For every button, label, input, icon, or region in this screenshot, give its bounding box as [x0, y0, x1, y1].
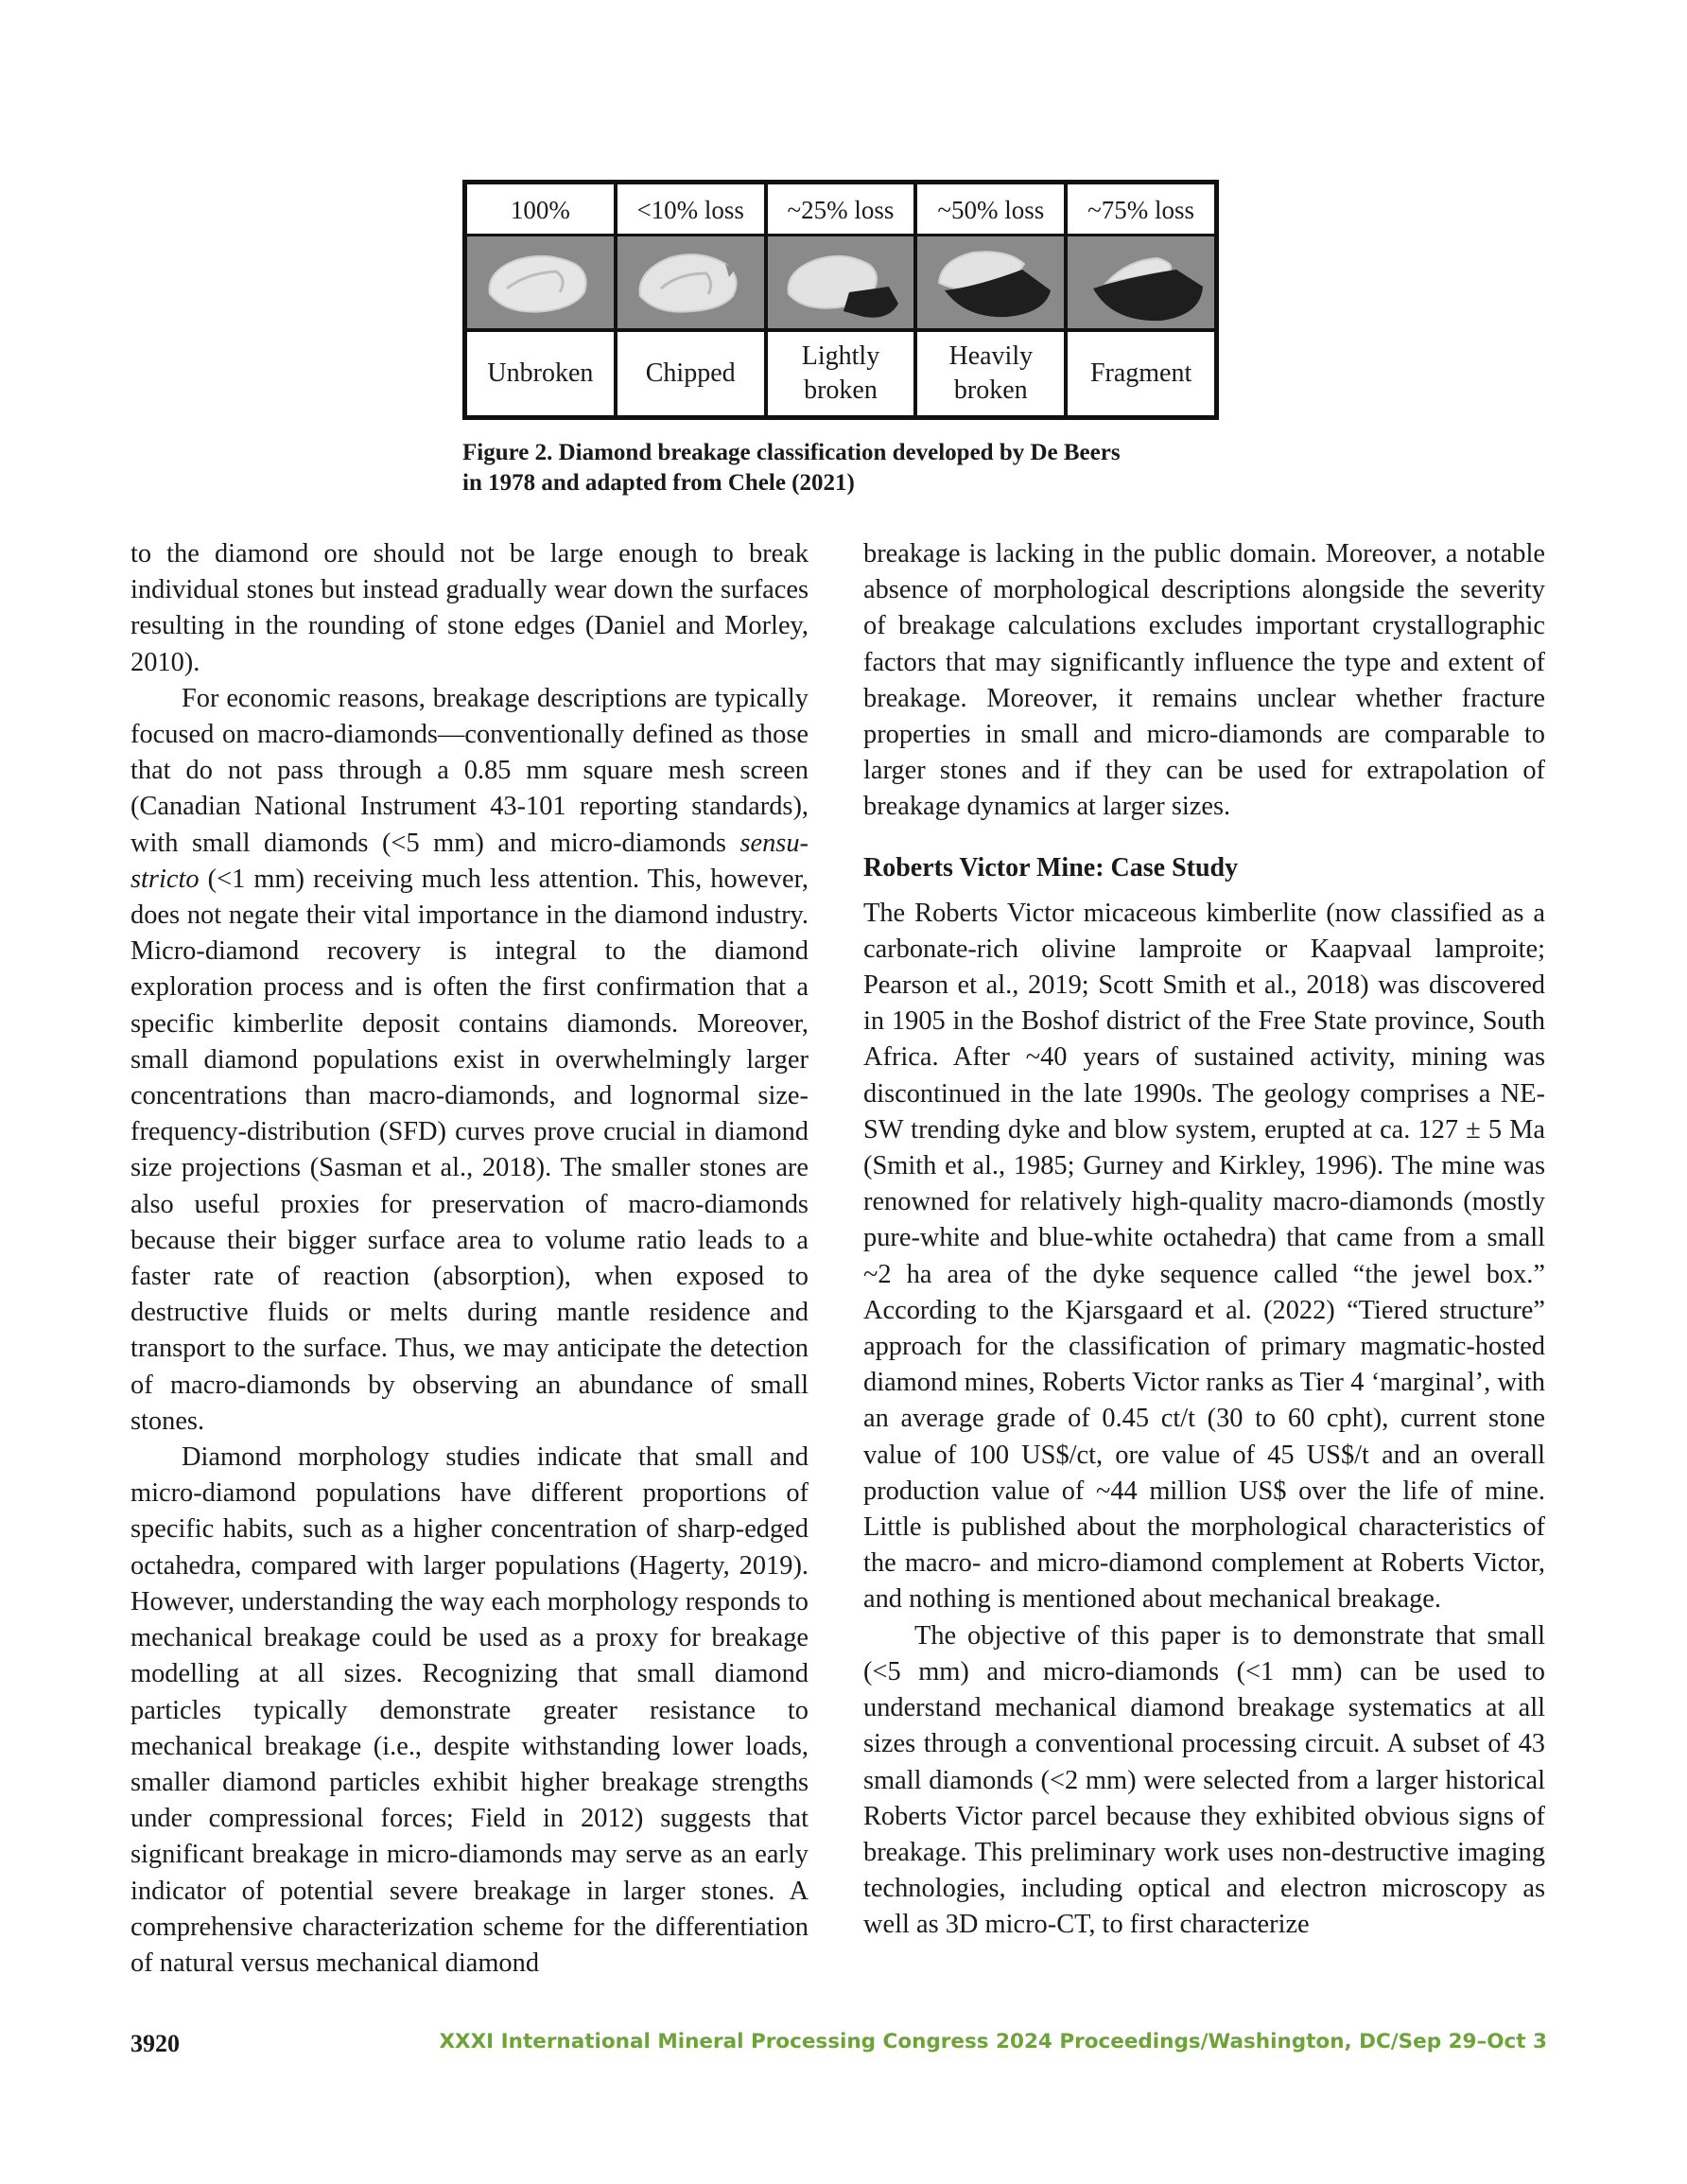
paragraph: The objective of this paper is to demonstrate that small (<5 mm) and micro-diamonds (<1 mm) can be used to understand mechanical diamond breakage systematics at all sizes through a conventional processing circuit. A subset of 43 small diamonds (<2 mm) were selected from a larger historical Roberts Victor parcel because they exhibited obvious signs of breakage. This preliminary work uses non-destructive imaging technologies, including optical and electron microscopy as well as 3D micro-CT, to first characterize	[863, 1620, 1545, 1940]
figure-label-3: Lightly broken	[768, 332, 914, 415]
figure-header-2: <10% loss	[617, 184, 764, 234]
caption-line-2: in 1978 and adapted from Chele (2021)	[462, 470, 855, 496]
right-column	[863, 536, 1545, 1944]
section-heading: Roberts Victor Mine: Case Study	[863, 852, 1239, 882]
paragraph: The Roberts Victor micaceous kimberlite (now classified as a carbonate-rich olivine lamproite or Kaapvaal lamproite; Pearson et al., 2019; Scott Smith et al., 2018) was discovered in 1905 in the Boshof district of the Free State province, South Africa. After ~40 years of sustained activity, mining was discontinued in the late 1990s. The geology comprises a NE-SW trending dyke and blow system, erupted at ca. 127 ± 5 Ma (Smith et al., 1985; Gurney and Kirkley, 1996). The mine was renowned for relatively high-quality macro-diamonds (mostly pure-white and blue-white octahedra) that came from a small ~2 ha area of the dyke sequence called “the jewel box.” According to the Kjarsgaard et al. (2022) “Tiered structure” approach for the classification of primary magmatic-hosted diamond mines, Roberts Victor ranks as Tier 4 ‘marginal’, with an average grade of 0.45 ct/t (30 to 60 cpht), current stone value of 100 US$/ct, ore value of 45 US$/t and an overall production value of ~44 million US$ over the life of mine. Little is published about the morphological characteristics of the macro- and micro-diamond complement at Roberts Victor, and nothing is mentioned about mechanical breakage.	[863, 898, 1545, 1615]
diamond-image-lightly-broken	[768, 234, 914, 332]
figure-label-5: Fragment	[1068, 332, 1214, 415]
paragraph: For economic reasons, breakage descriptions are typically focused on macro-diamonds—conventionally defined as those that do not pass through a 0.85 mm square mesh screen (Canadian National Instrument 43-101 reporting standards), with small diamonds (<5 mm) and micro-diamonds sensu-stricto (<1 mm) receiving much less attention. This, however, does not negate their vital importance in the diamond industry. Micro-diamond recovery is integral to the diamond exploration process and is often the first confirmation that a specific kimberlite deposit contains diamonds. Moreover, small diamond populations exist in overwhelmingly larger concentrations than macro-diamonds, and lognormal size-frequency-distribution (SFD) curves prove crucial in diamond size projections (Sasman et al., 2018). The smaller stones are also useful proxies for preservation of macro-diamonds because their bigger surface area to volume ratio leads to a faster rate of reaction (absorption), when exposed to destructive fluids or melts during mantle residence and transport to the surface. Thus, we may anticipate the detection of macro-diamonds by observing an abundance of small stones.	[130, 683, 809, 1436]
paragraph: to the diamond ore should not be large enough to break individual stones but instead gradually wear down the surfaces resulting in the rounding of stone edges (Daniel and Morley, 2010).	[130, 539, 809, 677]
diamond-image-unbroken	[467, 234, 614, 332]
page-number: 3920	[130, 2030, 180, 2057]
figure-header-3: ~25% loss	[768, 184, 914, 234]
breakage-figure	[462, 180, 1219, 420]
left-column	[130, 536, 809, 1982]
figure-header-4: ~50% loss	[917, 184, 1064, 234]
figure-label-4: Heavily broken	[917, 332, 1064, 415]
diamond-image-fragment	[1068, 234, 1214, 332]
paragraph: breakage is lacking in the public domain. Moreover, a notable absence of morphological descriptions alongside the severity of breakage calculations excludes important crystallographic factors that may significantly influence the type and extent of breakage. Moreover, it remains unclear whether fracture properties in small and micro-diamonds are comparable to larger stones and if they can be used for extrapolation of breakage dynamics at larger sizes.	[863, 539, 1545, 822]
figure-label-2: Chipped	[617, 332, 764, 415]
diamond-image-heavily-broken	[917, 234, 1064, 332]
diamond-image-chipped	[617, 234, 764, 332]
paragraph: Diamond morphology studies indicate that small and micro-diamond populations have different proportions of specific habits, such as a higher concentration of sharp-edged octahedra, compared with larger populations (Hagerty, 2019). However, understanding the way each morphology responds to mechanical breakage could be used as a proxy for breakage modelling at all sizes. Recognizing that small diamond particles typically demonstrate greater resistance to mechanical breakage (i.e., despite withstanding lower loads, smaller diamond particles exhibit higher breakage strengths under compressional forces; Field in 2012) suggests that significant breakage in micro-diamonds may serve as an early indicator of potential severe breakage in larger stones. A comprehensive characterization scheme for the differentiation of natural versus mechanical diamond	[130, 1442, 809, 1978]
figure-header-5: ~75% loss	[1068, 184, 1214, 234]
figure-header-1: 100%	[467, 184, 614, 234]
figure-label-1: Unbroken	[467, 332, 614, 415]
figure-caption	[462, 438, 1238, 498]
running-footer: XXXI International Mineral Processing Congress 2024 Proceedings/Washington, DC/Sep 29–Oct 3	[439, 2030, 1547, 2053]
caption-line-1: Figure 2. Diamond breakage classification developed by De Beers	[462, 440, 1121, 465]
